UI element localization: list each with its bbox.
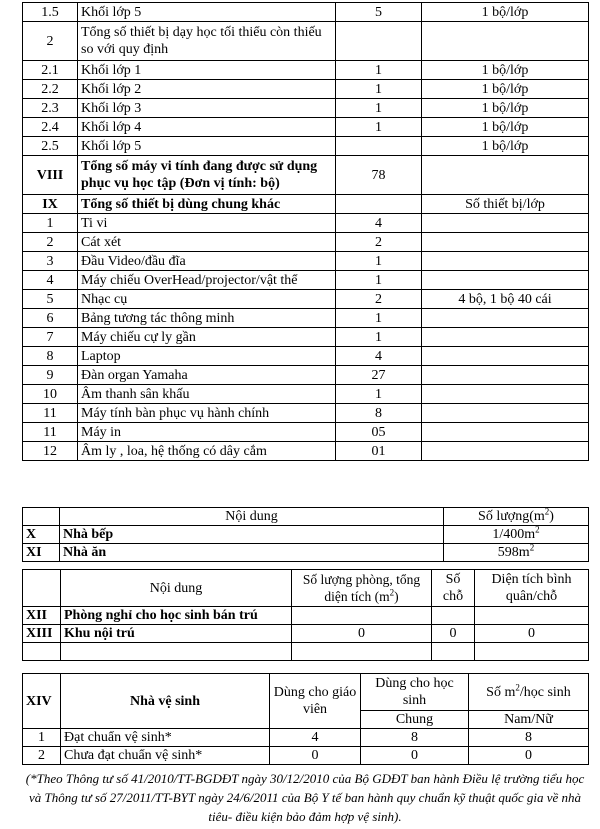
row-ratio: 8 (469, 729, 589, 747)
table-row (23, 214, 589, 233)
row-note (422, 442, 589, 461)
kitchen-table (22, 507, 589, 562)
row-qty: 01 (336, 442, 422, 461)
row-rooms: 0 (292, 625, 432, 643)
row-name: Khu nội trú (61, 625, 292, 643)
row-qty: 1 (336, 118, 422, 137)
row-number: 2.3 (23, 99, 78, 118)
row-number: VIII (23, 156, 78, 195)
table-row (23, 385, 589, 404)
table-row (23, 729, 589, 747)
row-qty: $1/400m^2$ (444, 526, 589, 544)
table-row (23, 625, 589, 643)
table-row (23, 252, 589, 271)
row-beds: 0 (432, 625, 475, 643)
row-name: Ti vi (78, 214, 336, 233)
row-number: 2.4 (23, 118, 78, 137)
row-number: 7 (23, 328, 78, 347)
toilet-header-ratio: Số $m^2$/học sinh (469, 674, 589, 711)
row-number: 12 (23, 442, 78, 461)
row-note (422, 22, 589, 61)
toilet-header-name: Nhà vệ sinh (61, 674, 270, 729)
row-number: 1.5 (23, 3, 78, 22)
row-qty (336, 137, 422, 156)
row-note (422, 423, 589, 442)
row-qty: 4 (336, 347, 422, 366)
row-note: 1 bộ/lớp (422, 99, 589, 118)
table-row (23, 137, 589, 156)
row-note (422, 156, 589, 195)
row-note (422, 347, 589, 366)
row-note (422, 214, 589, 233)
table-row (23, 271, 589, 290)
row-qty: 1 (336, 385, 422, 404)
row-number: 2.2 (23, 80, 78, 99)
table-row (23, 290, 589, 309)
row-qty: 1 (336, 61, 422, 80)
kitchen-header-row (23, 508, 589, 526)
row-name: Đạt chuẩn vệ sinh* (61, 729, 270, 747)
row-number: XII (23, 607, 61, 625)
row-number: 11 (23, 423, 78, 442)
row-area: 0 (475, 625, 589, 643)
row-note: 1 bộ/lớp (422, 137, 589, 156)
row-number: 2.5 (23, 137, 78, 156)
row-note: Số thiết bị/lớp (422, 195, 589, 214)
toilet-header-teacher: Dùng cho giáo viên (270, 674, 361, 729)
row-name: Máy chiếu cự ly gần (78, 328, 336, 347)
row-qty: 2 (336, 233, 422, 252)
table-row (23, 99, 589, 118)
row-rooms (292, 607, 432, 625)
row-qty: 1 (336, 271, 422, 290)
footnote: (*Theo Thông tư số 41/2010/TT-BGDĐT ngày 30/12/2010 của Bộ GDĐT ban hành Điều lệ trường tiểu học và Thông tư số 27/2011/TT-BYT ngày 24/6/2011 của Bộ Y tế ban hành quy chuẩn kỹ thuật quốc gia về nhà tiêu- điều kiện bảo đảm hợp vệ sinh). (25, 771, 585, 824)
row-qty: 78 (336, 156, 422, 195)
row-qty: 4 (336, 214, 422, 233)
row-name: Máy chiếu OverHead/projector/vật thể (78, 271, 336, 290)
kitchen-header-content: Nội dung (60, 508, 444, 526)
row-name: Tổng số thiết bị dùng chung khác (78, 195, 336, 214)
row-note (422, 271, 589, 290)
table-row (23, 22, 589, 61)
toilet-sub-ratio: Nam/Nữ (469, 711, 589, 729)
row-name: Cát xét (78, 233, 336, 252)
table-row (23, 544, 589, 562)
row-number: 2 (23, 233, 78, 252)
row-number: XI (23, 544, 60, 562)
row-name: Máy in (78, 423, 336, 442)
row-area (475, 607, 589, 625)
row-name: Laptop (78, 347, 336, 366)
table-row (23, 526, 589, 544)
row-number: 4 (23, 271, 78, 290)
row-note: 1 bộ/lớp (422, 3, 589, 22)
boarding-header-content: Nội dung (61, 570, 292, 607)
row-number: 1 (23, 214, 78, 233)
boarding-header-row (23, 570, 589, 607)
equipment-table (22, 2, 589, 461)
row-name: Nhà bếp (60, 526, 444, 544)
row-note: 4 bộ, 1 bộ 40 cái (422, 290, 589, 309)
boarding-header-rooms: Số lượng phòng, tổng diện tích $(m^2)$ (292, 570, 432, 607)
row-qty: 27 (336, 366, 422, 385)
row-student: 8 (361, 729, 469, 747)
row-teacher: 0 (270, 747, 361, 765)
row-number: 10 (23, 385, 78, 404)
row-note (422, 385, 589, 404)
row-qty: 1 (336, 99, 422, 118)
row-number: 8 (23, 347, 78, 366)
row-name: Phòng nghỉ cho học sinh bán trú (61, 607, 292, 625)
row-name: Nhạc cụ (78, 290, 336, 309)
table-row (23, 195, 589, 214)
row-qty (336, 195, 422, 214)
table-row (23, 347, 589, 366)
row-number: 11 (23, 404, 78, 423)
row-number: XIII (23, 625, 61, 643)
row-number: 2 (23, 22, 78, 61)
row-name: Khối lớp 2 (78, 80, 336, 99)
table-row (23, 366, 589, 385)
row-name: Chưa đạt chuẩn vệ sinh* (61, 747, 270, 765)
row-number: 2.1 (23, 61, 78, 80)
row-name: Tổng số thiết bị dạy học tối thiểu còn thiếu so với quy định (78, 22, 336, 61)
row-qty: 05 (336, 423, 422, 442)
kitchen-header-qty: Số $lượng(m^2)$ (444, 508, 589, 526)
table-row (23, 233, 589, 252)
row-qty: 1 (336, 309, 422, 328)
table-row (23, 607, 589, 625)
row-note (422, 233, 589, 252)
table-row (23, 442, 589, 461)
table-row (23, 404, 589, 423)
row-name: Tổng số máy vi tính đang được sử dụng phục vụ học tập (Đơn vị tính: bộ) (78, 156, 336, 195)
row-number: 1 (23, 729, 61, 747)
toilet-header-row (23, 674, 589, 711)
row-number: X (23, 526, 60, 544)
row-name: Nhà ăn (60, 544, 444, 562)
row-beds (432, 607, 475, 625)
row-note: 1 bộ/lớp (422, 61, 589, 80)
equipment-table-body (23, 3, 589, 461)
table-row (23, 328, 589, 347)
row-number: 3 (23, 252, 78, 271)
table-row (23, 61, 589, 80)
row-qty: 5 (336, 3, 422, 22)
row-note (422, 309, 589, 328)
row-name: Khối lớp 3 (78, 99, 336, 118)
row-note (422, 252, 589, 271)
row-number: 5 (23, 290, 78, 309)
row-note (422, 328, 589, 347)
boarding-header-beds: Số chỗ (432, 570, 475, 607)
row-teacher: 4 (270, 729, 361, 747)
row-name: Âm thanh sân khấu (78, 385, 336, 404)
row-qty: 1 (336, 80, 422, 99)
table-row (23, 423, 589, 442)
row-note: 1 bộ/lớp (422, 80, 589, 99)
table-row (23, 309, 589, 328)
table-row (23, 156, 589, 195)
row-student: 0 (361, 747, 469, 765)
table-row (23, 118, 589, 137)
row-name: Âm ly , loa, hệ thống có dây cắm (78, 442, 336, 461)
row-note: 1 bộ/lớp (422, 118, 589, 137)
row-number: 9 (23, 366, 78, 385)
row-ratio: 0 (469, 747, 589, 765)
row-name: Bảng tương tác thông minh (78, 309, 336, 328)
row-name: Khối lớp 5 (78, 137, 336, 156)
row-qty: 8 (336, 404, 422, 423)
row-name: Khối lớp 5 (78, 3, 336, 22)
row-name: Khối lớp 1 (78, 61, 336, 80)
row-qty: 2 (336, 290, 422, 309)
boarding-table (22, 569, 589, 661)
boarding-header-area: Diện tích bình quân/chỗ (475, 570, 589, 607)
row-number: 6 (23, 309, 78, 328)
table-row (23, 80, 589, 99)
row-qty (336, 22, 422, 61)
row-note (422, 404, 589, 423)
row-note (422, 366, 589, 385)
row-name: Đàn organ Yamaha (78, 366, 336, 385)
row-qty: 1 (336, 328, 422, 347)
row-qty: $598m^2$ (444, 544, 589, 562)
row-name: Máy tính bàn phục vụ hành chính (78, 404, 336, 423)
table-row (23, 3, 589, 22)
row-number: IX (23, 195, 78, 214)
table-row-empty (23, 643, 589, 661)
toilet-header-student: Dùng cho học sinh (361, 674, 469, 711)
table-row (23, 747, 589, 765)
row-qty: 1 (336, 252, 422, 271)
toilet-header-no: XIV (23, 674, 61, 729)
row-name: Đầu Video/đầu đĩa (78, 252, 336, 271)
row-name: Khối lớp 4 (78, 118, 336, 137)
row-number: 2 (23, 747, 61, 765)
toilet-sub-student: Chung (361, 711, 469, 729)
toilet-table (22, 673, 589, 765)
